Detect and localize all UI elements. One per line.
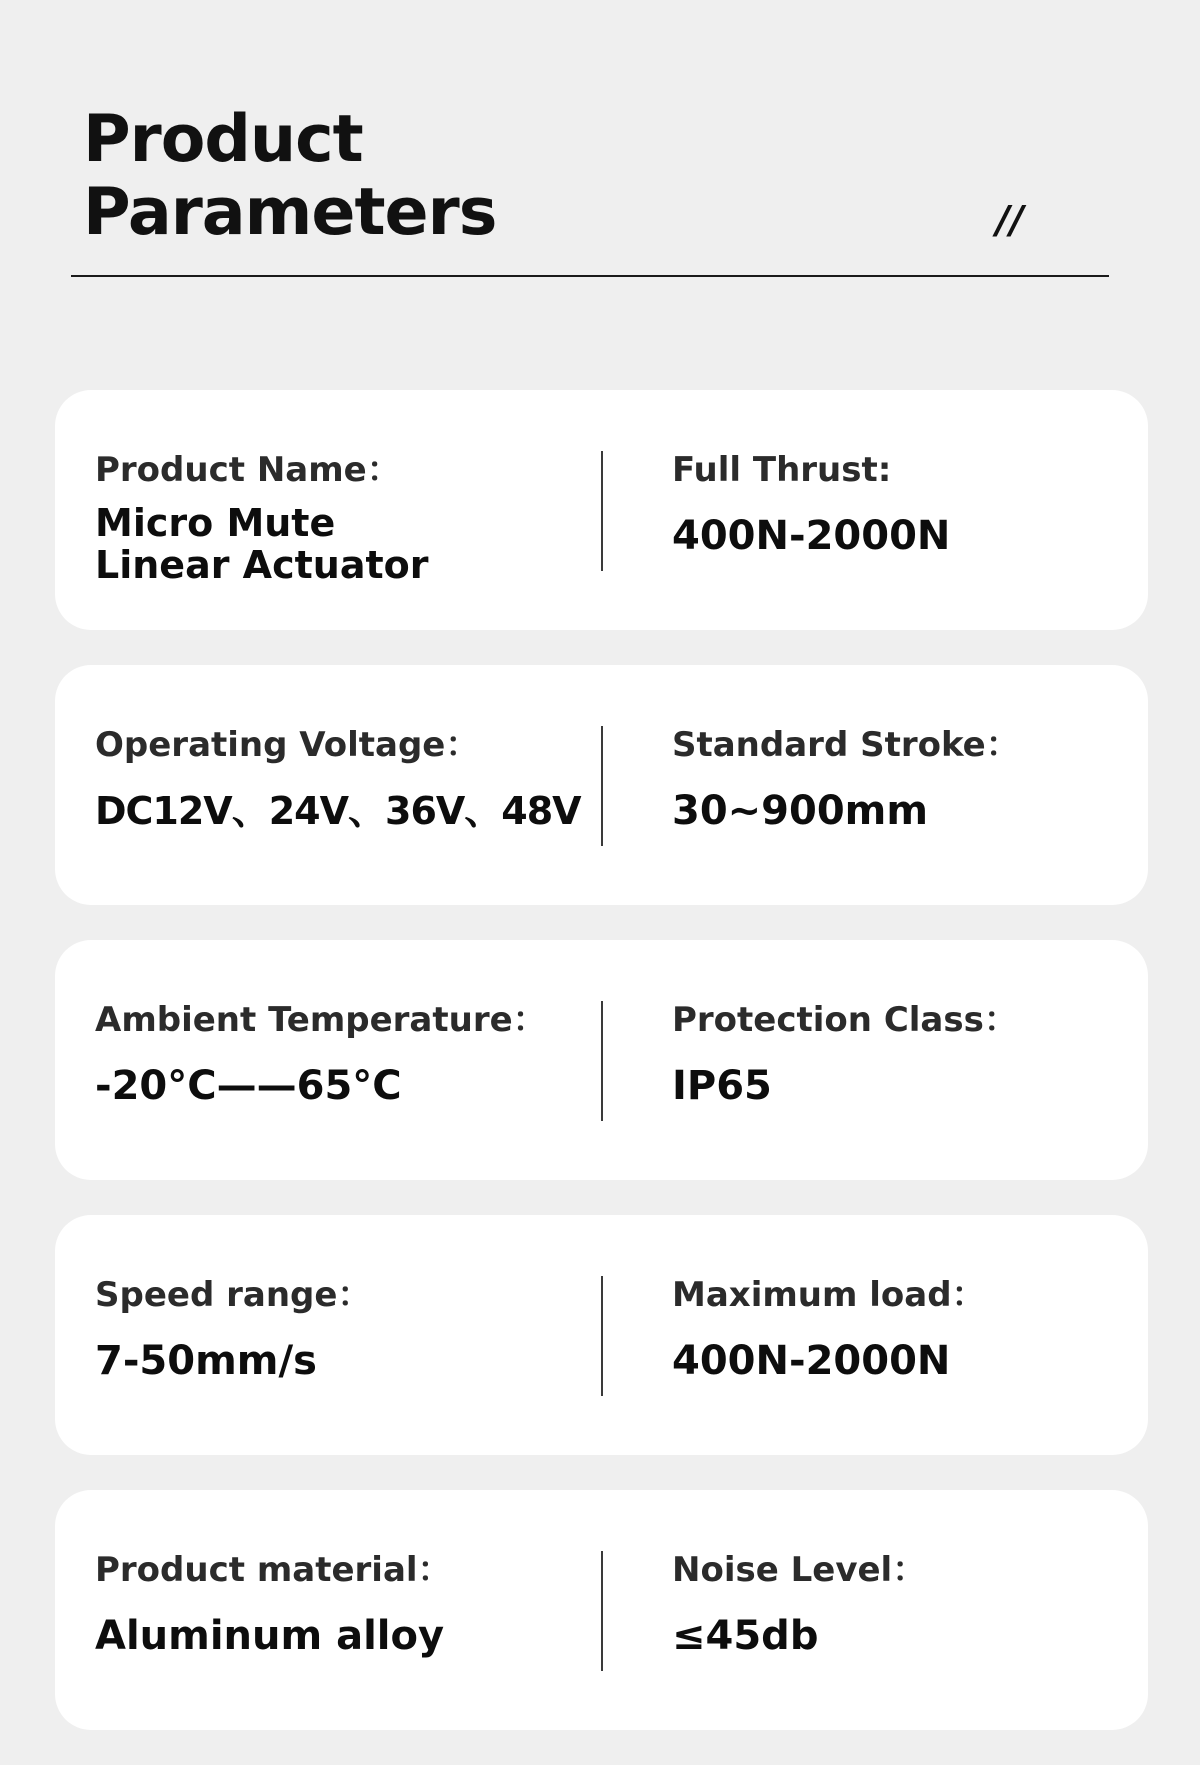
parameter-label: Operating Voltage：: [95, 725, 480, 765]
card-divider: [601, 1001, 603, 1121]
parameter-card-temperature-protection: [55, 940, 1148, 1180]
parameter-value: Aluminum alloy: [95, 1613, 445, 1659]
parameter-value: IP65: [672, 1063, 772, 1109]
parameter-label: Ambient Temperature：: [95, 1000, 547, 1040]
parameter-value: DC12V、24V、36V、48V: [95, 789, 581, 833]
card-divider: [601, 1276, 603, 1396]
parameter-full-thrust: [672, 390, 1132, 630]
parameter-card-name-thrust: [55, 390, 1148, 630]
parameter-card-speed-load: [55, 1215, 1148, 1455]
parameter-product-material: [95, 1490, 605, 1730]
parameter-label: Speed range：: [95, 1275, 372, 1315]
parameter-ambient-temperature: [95, 940, 605, 1180]
parameter-card-voltage-stroke: [55, 665, 1148, 905]
parameter-value: Micro Mute Linear Actuator: [95, 501, 429, 587]
parameter-value: 7-50mm/s: [95, 1338, 317, 1384]
parameter-label: Standard Stroke：: [672, 725, 1020, 765]
parameter-label: Full Thrust:: [672, 450, 892, 490]
parameter-value: 400N-2000N: [672, 513, 951, 559]
parameter-card-material-noise: [55, 1490, 1148, 1730]
parameter-value: 30~900mm: [672, 788, 929, 834]
parameter-product-name: [95, 390, 605, 630]
parameter-speed-range: [95, 1215, 605, 1455]
header-divider: [71, 275, 1109, 277]
parameter-value: ≤45db: [672, 1613, 819, 1659]
parameter-operating-voltage: [95, 665, 605, 905]
card-divider: [601, 1551, 603, 1671]
card-divider: [601, 451, 603, 571]
parameter-protection-class: [672, 940, 1132, 1180]
parameter-value: 400N-2000N: [672, 1338, 951, 1384]
double-slash-decoration: //: [996, 198, 1024, 242]
parameter-value: -20°C——65°C: [95, 1063, 402, 1109]
card-divider: [601, 726, 603, 846]
parameter-noise-level: [672, 1490, 1132, 1730]
page-header: [0, 0, 1200, 280]
parameter-standard-stroke: [672, 665, 1132, 905]
parameter-label: Maximum load：: [672, 1275, 986, 1315]
parameter-label: Noise Level：: [672, 1550, 927, 1590]
parameter-label: Product Name：: [95, 450, 401, 490]
parameter-list: [55, 390, 1148, 1765]
parameter-label: Protection Class：: [672, 1000, 1018, 1040]
parameter-label: Product material：: [95, 1550, 452, 1590]
page-title: Product Parameters: [83, 102, 497, 250]
parameter-maximum-load: [672, 1215, 1132, 1455]
